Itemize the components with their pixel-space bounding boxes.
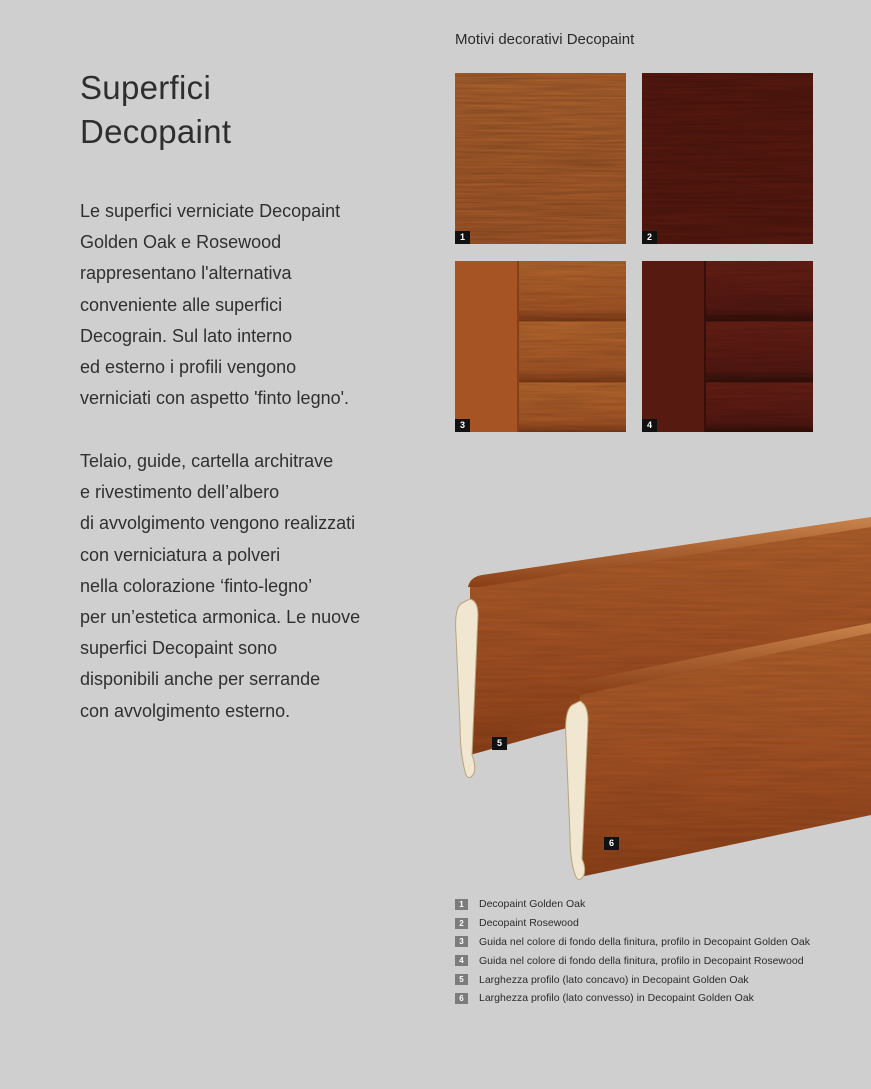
woodgrain-texture bbox=[642, 73, 813, 244]
profile-number-5: 5 bbox=[492, 737, 507, 750]
legend-text: Larghezza profilo (lato concavo) in Decopaint Golden Oak bbox=[479, 973, 749, 986]
legend-item bbox=[455, 989, 810, 1008]
guide-and-slats bbox=[642, 261, 813, 432]
legend-number: 1 bbox=[455, 899, 468, 910]
intro-paragraph bbox=[80, 196, 420, 414]
text-line: Decograin. Sul lato interno bbox=[80, 325, 293, 346]
text-line: disponibili anche per serrande bbox=[80, 669, 321, 690]
legend-item bbox=[455, 970, 810, 989]
legend-number: 6 bbox=[455, 993, 468, 1004]
text-line: e rivestimento dell’albero bbox=[80, 482, 280, 503]
text-line: verniciati con aspetto 'finto legno'. bbox=[80, 388, 350, 409]
title-line-1: Superfici bbox=[80, 69, 212, 106]
guide-and-slats bbox=[455, 261, 626, 432]
text-line: ed esterno i profili vengono bbox=[80, 357, 297, 378]
text-line: Golden Oak e Rosewood bbox=[80, 232, 282, 253]
text-line: rappresentano l'alternativa bbox=[80, 263, 292, 284]
legend-text: Decopaint Golden Oak bbox=[479, 898, 586, 911]
legend-text: Larghezza profilo (lato convesso) in Decopaint Golden Oak bbox=[479, 992, 754, 1005]
profiles-illustration bbox=[440, 515, 871, 885]
legend-list bbox=[455, 895, 810, 1008]
shutter-profiles-image bbox=[440, 515, 871, 885]
swatch-rosewood bbox=[642, 73, 813, 244]
swatch-number: 2 bbox=[642, 231, 657, 244]
text-line: conveniente alle superfici bbox=[80, 294, 283, 315]
legend-item bbox=[455, 914, 810, 933]
swatch-number: 3 bbox=[455, 419, 470, 432]
text-line: per un’estetica armonica. Le nuove bbox=[80, 607, 361, 628]
swatch-guide-golden-oak bbox=[455, 261, 626, 432]
text-line: Le superfici verniciate Decopaint bbox=[80, 201, 341, 221]
legend-number: 3 bbox=[455, 936, 468, 947]
text-line: superfici Decopaint sono bbox=[80, 638, 278, 659]
swatch-number: 1 bbox=[455, 231, 470, 244]
swatch-golden-oak bbox=[455, 73, 626, 244]
swatches-heading: Motivi decorativi Decopaint bbox=[455, 31, 635, 48]
swatch-number: 4 bbox=[642, 419, 657, 432]
details-paragraph bbox=[80, 446, 420, 727]
text-line: con verniciatura a polveri bbox=[80, 544, 281, 565]
text-line: nella colorazione ‘finto-legno’ bbox=[80, 575, 313, 596]
legend-number: 2 bbox=[455, 918, 468, 929]
text-line: Telaio, guide, cartella architrave bbox=[80, 451, 334, 471]
legend-number: 4 bbox=[455, 955, 468, 966]
legend-number: 5 bbox=[455, 974, 468, 985]
text-line: con avvolgimento esterno. bbox=[80, 700, 291, 721]
legend-text: Guida nel colore di fondo della finitura, profilo in Decopaint Rosewood bbox=[479, 954, 804, 967]
legend-item bbox=[455, 933, 810, 952]
text-line: di avvolgimento vengono realizzati bbox=[80, 513, 356, 534]
title-line-2: Decopaint bbox=[80, 113, 232, 150]
swatch-guide-rosewood bbox=[642, 261, 813, 432]
legend-item bbox=[455, 895, 810, 914]
profile-number-6: 6 bbox=[604, 837, 619, 850]
legend-text: Decopaint Rosewood bbox=[479, 917, 579, 930]
woodgrain-texture bbox=[455, 73, 626, 244]
legend-text: Guida nel colore di fondo della finitura, profilo in Decopaint Golden Oak bbox=[479, 935, 810, 948]
legend-item bbox=[455, 951, 810, 970]
page-title bbox=[80, 66, 231, 154]
